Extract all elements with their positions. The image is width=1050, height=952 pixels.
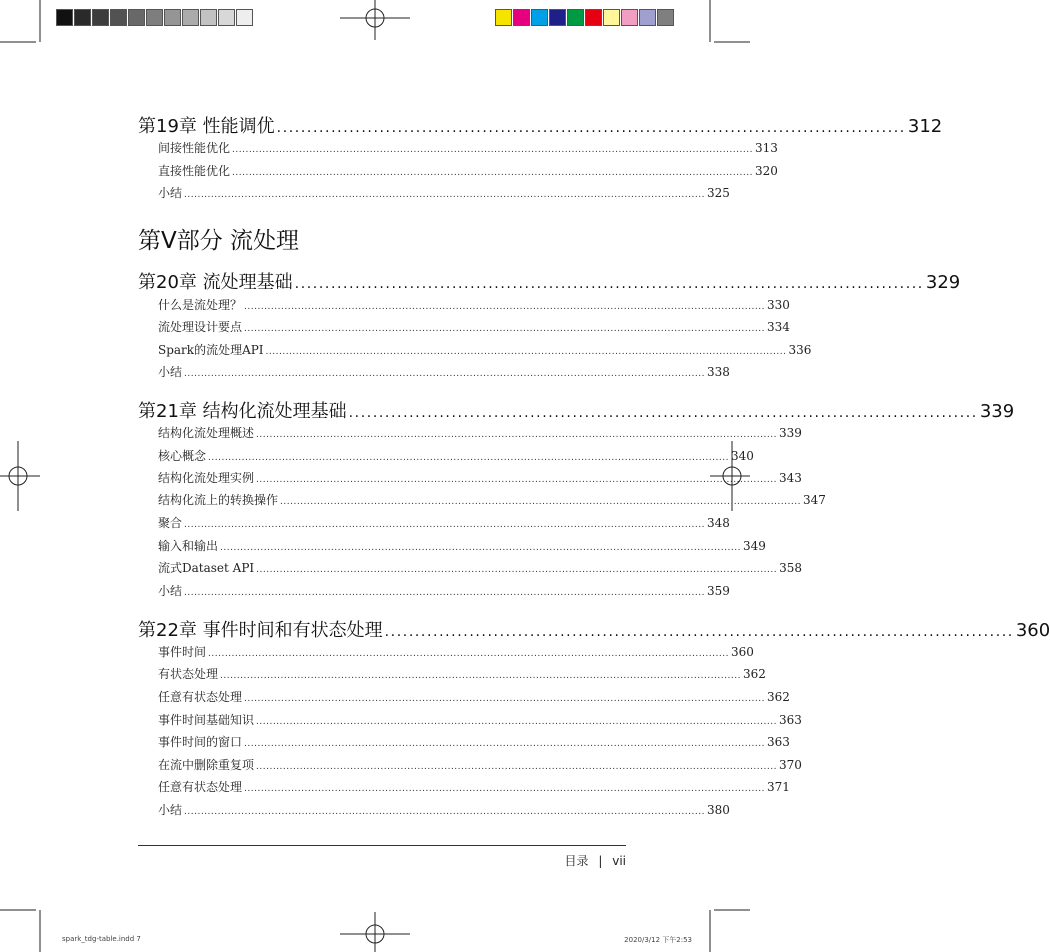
leader-dots: ........................................................................................................................................................... <box>244 302 765 312</box>
section-title: 输入和输出 <box>158 539 219 553</box>
toc-section[interactable] <box>158 582 730 599</box>
toc-chapter-20[interactable] <box>138 268 961 294</box>
leader-dots: ........................................................................................................................................................... <box>256 762 777 772</box>
toc-section[interactable] <box>158 491 826 508</box>
color-swatch <box>182 9 199 26</box>
toc-section[interactable] <box>158 318 790 335</box>
section-title: 什么是流处理？ <box>158 298 243 312</box>
color-swatch <box>513 9 530 26</box>
leader-dots: ........................................................................................................................................................... <box>256 717 777 727</box>
chapter-page: 329 <box>925 272 961 293</box>
leader-dots: ........................................................................................................................................................... <box>184 190 705 200</box>
section-page: 358 <box>779 561 802 575</box>
section-title: 任意有状态处理 <box>158 780 243 794</box>
toc-section[interactable] <box>158 162 778 179</box>
section-page: 343 <box>778 471 802 485</box>
color-swatch <box>621 9 638 26</box>
toc-chapter-21[interactable] <box>138 397 1015 423</box>
color-swatch <box>567 9 584 26</box>
chapter-page: 339 <box>979 401 1015 422</box>
chapter-title: 第21章 结构化流处理基础 <box>138 401 347 422</box>
slug-filename: spark_tdg-table.indd 7 <box>62 935 141 943</box>
leader-dots: ........................................................................................................................................................... <box>184 807 705 817</box>
color-swatch <box>495 9 512 26</box>
leader-dots: ........................................................................................................................................................... <box>220 543 741 553</box>
leader-dots: ........................................................................................................................................................... <box>244 324 765 334</box>
section-page: 325 <box>706 186 730 200</box>
section-page: 347 <box>802 493 826 507</box>
toc-section[interactable] <box>158 559 802 576</box>
leader-dots: ........................................................................................................................................................... <box>244 784 765 794</box>
toc-section[interactable] <box>158 363 730 380</box>
section-title: 事件时间基础知识 <box>158 713 255 727</box>
toc-section[interactable] <box>158 643 754 660</box>
leader-dots: ........................................................................................................................................................... <box>232 168 753 178</box>
chapter-title: 第22章 事件时间和有状态处理 <box>138 620 383 641</box>
toc-section[interactable] <box>158 778 790 795</box>
toc-section[interactable] <box>158 733 790 750</box>
section-page: 339 <box>778 426 802 440</box>
leader-dots: ........................................................................................................ <box>384 624 1014 640</box>
toc-section[interactable] <box>158 537 766 554</box>
section-page: 340 <box>730 449 754 463</box>
section-title: 事件时间的窗口 <box>158 735 243 749</box>
leader-dots: ........................................................................................................................................................... <box>232 145 753 155</box>
section-title: 事件时间 <box>158 645 207 659</box>
page-number: vii <box>612 854 626 868</box>
section-page: 370 <box>778 758 802 772</box>
page-footer <box>565 852 627 869</box>
section-page: 338 <box>706 365 730 379</box>
section-title: 结构化流上的转换操作 <box>158 493 279 507</box>
leader-dots: ........................................................................................................ <box>348 405 978 421</box>
toc-section[interactable] <box>158 514 730 531</box>
chapter-page: 360 <box>1015 620 1050 641</box>
leader-dots: ........................................................................................................................................................... <box>184 588 705 598</box>
section-title: 任意有状态处理 <box>158 690 243 704</box>
section-page: 362 <box>766 690 790 704</box>
section-title: 在流中删除重复项 <box>158 758 255 772</box>
color-swatch <box>549 9 566 26</box>
leader-dots: ........................................................................................................................................................... <box>244 739 765 749</box>
section-page: 336 <box>788 343 812 357</box>
section-title: 有状态处理 <box>158 667 219 681</box>
section-title: 结构化流处理概述 <box>158 426 255 440</box>
section-title: 小结 <box>158 365 183 379</box>
toc-section[interactable] <box>158 341 812 358</box>
section-title: 流式Dataset API <box>158 561 255 575</box>
leader-dots: ........................................................................................................ <box>276 120 906 136</box>
section-title: 核心概念 <box>158 449 207 463</box>
section-page: 380 <box>706 803 730 817</box>
section-page: 363 <box>778 713 802 727</box>
footer-label: 目录 <box>564 854 589 868</box>
chapter-title: 第19章 性能调优 <box>138 116 275 137</box>
color-swatch <box>74 9 91 26</box>
color-swatch <box>128 9 145 26</box>
color-swatch <box>110 9 127 26</box>
toc-section[interactable] <box>158 424 802 441</box>
footer-separator: | <box>598 854 603 868</box>
leader-dots: ........................................................................................................................................................... <box>265 347 787 357</box>
toc-chapter-19[interactable] <box>138 112 943 138</box>
section-title: Spark的流处理API <box>158 343 264 357</box>
toc-section[interactable] <box>158 184 730 201</box>
color-swatch <box>603 9 620 26</box>
toc-section[interactable] <box>158 139 778 156</box>
leader-dots: ........................................................................................................................................................... <box>256 565 778 575</box>
section-page: 363 <box>766 735 790 749</box>
leader-dots: ........................................................................................................ <box>294 276 924 292</box>
toc-section[interactable] <box>158 801 730 818</box>
color-swatch <box>639 9 656 26</box>
section-title: 直接性能优化 <box>158 164 231 178</box>
leader-dots: ........................................................................................................................................................... <box>220 671 741 681</box>
section-page: 360 <box>730 645 754 659</box>
color-swatch <box>92 9 109 26</box>
color-swatch <box>236 9 253 26</box>
color-swatch <box>146 9 163 26</box>
section-page: 359 <box>706 584 730 598</box>
toc-section[interactable] <box>158 447 754 464</box>
footer-divider <box>138 845 626 846</box>
section-page: 348 <box>706 516 730 530</box>
color-swatch <box>531 9 548 26</box>
section-title: 小结 <box>158 584 183 598</box>
leader-dots: ........................................................................................................................................................... <box>280 497 801 507</box>
leader-dots: ........................................................................................................................................................... <box>184 369 705 379</box>
leader-dots: ........................................................................................................................................................... <box>256 430 777 440</box>
color-swatch <box>164 9 181 26</box>
leader-dots: ........................................................................................................................................................... <box>256 475 777 485</box>
section-page: 371 <box>766 780 790 794</box>
leader-dots: ........................................................................................................................................................... <box>208 649 729 659</box>
section-title: 间接性能优化 <box>158 141 231 155</box>
color-swatch <box>585 9 602 26</box>
leader-dots: ........................................................................................................................................................... <box>244 694 765 704</box>
toc-chapter-22[interactable] <box>138 616 1050 642</box>
color-swatch <box>200 9 217 26</box>
section-title: 小结 <box>158 186 183 200</box>
toc-section[interactable] <box>158 469 802 486</box>
color-swatch <box>56 9 73 26</box>
toc-section[interactable] <box>158 688 790 705</box>
slug-timestamp: 2020/3/12 下午2:53 <box>624 936 692 944</box>
part-title: 第V部分 流处理 <box>138 228 300 254</box>
color-swatch <box>657 9 674 26</box>
chapter-title: 第20章 流处理基础 <box>138 272 293 293</box>
toc-section[interactable] <box>158 665 766 682</box>
leader-dots: ........................................................................................................................................................... <box>208 453 729 463</box>
section-page: 330 <box>766 298 790 312</box>
section-page: 334 <box>766 320 790 334</box>
section-page: 349 <box>742 539 766 553</box>
color-swatch <box>218 9 235 26</box>
toc-section[interactable] <box>158 296 790 313</box>
section-title: 小结 <box>158 803 183 817</box>
section-page: 362 <box>742 667 766 681</box>
section-title: 结构化流处理实例 <box>158 471 255 485</box>
chapter-page: 312 <box>907 116 943 137</box>
section-title: 聚合 <box>158 516 183 530</box>
toc-section[interactable] <box>158 756 802 773</box>
section-page: 320 <box>754 164 778 178</box>
toc-section[interactable] <box>158 711 802 728</box>
section-title: 流处理设计要点 <box>158 320 243 334</box>
section-page: 313 <box>754 141 778 155</box>
leader-dots: ........................................................................................................................................................... <box>184 520 705 530</box>
